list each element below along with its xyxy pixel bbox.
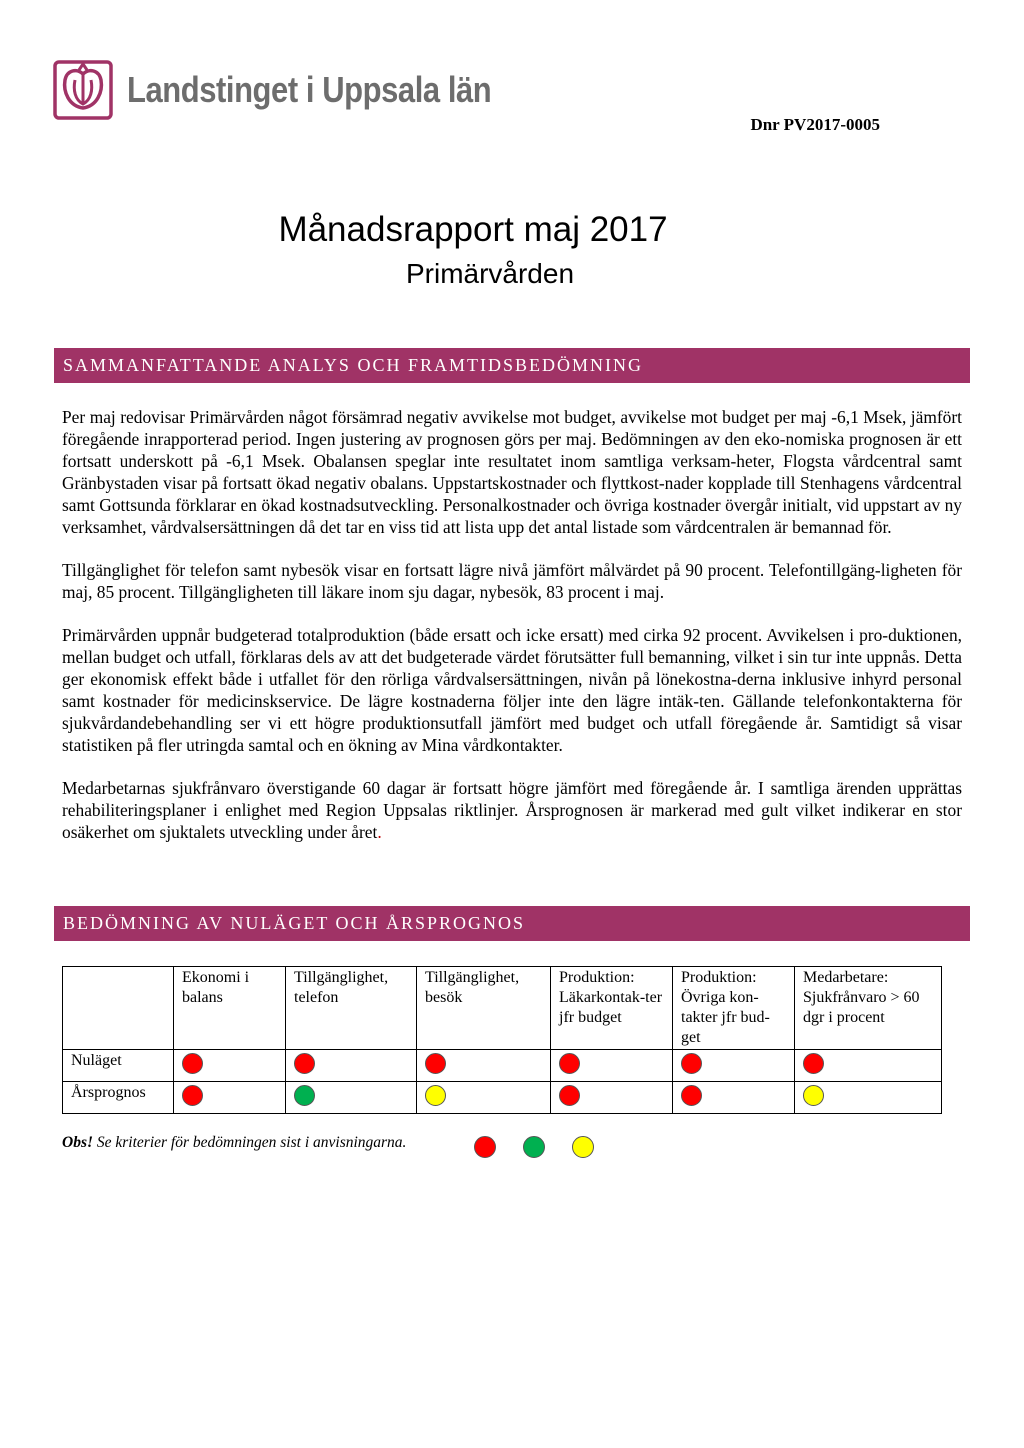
paragraph-production: Primärvården uppnår budgeterad totalproduktion (både ersatt och icke ersatt) med cirka 92 procent. Avvikelsen i pro-duktionen, mellan budget och utfall, förklaras dels av att det budgeterade värdet förutsätter full bemanning, vilket i sin tur inte uppnås. Detta ger ekonomisk effekt både i utfallet för den rörliga vårdvalsersättningen, nivån på lönekostna-derna inklusive inhyrd personal samt kostnader för medicinskservice. De lägre kostnaderna följer inte den lägre intäk-ten. Gällande telefonkontakterna för sjukvårdandebehandling ser vi ett högre produktionsutfall jämfört med budget och utfall föregående år. Samtidigt så visar statistiken på fler utringda samtal och en ökning av Mina vårdkontakter. — [62, 625, 962, 755]
status-dot-icon — [425, 1085, 446, 1106]
status-cell — [417, 1082, 551, 1114]
status-cell — [551, 1050, 673, 1082]
status-dot-icon — [425, 1053, 446, 1074]
document-title: Månadsrapport maj 2017 — [278, 210, 668, 249]
column-header-visit-access: Tillgänglighet, besök — [417, 967, 551, 1050]
legend-dot-icon — [474, 1136, 496, 1158]
row-label: Nuläget — [63, 1050, 174, 1082]
status-cell — [286, 1082, 417, 1114]
status-dot-icon — [294, 1085, 315, 1106]
section-heading-assessment: BEDÖMNING AV NULÄGET OCH ÅRSPROGNOS — [54, 906, 970, 941]
status-legend — [474, 1134, 621, 1163]
document-reference-number: Dnr PV2017-0005 — [750, 115, 880, 134]
criteria-note-text: Se kriterier för bedömningen sist i anvisningarna. — [96, 1134, 407, 1151]
row-label: Årsprognos — [63, 1082, 174, 1114]
landstinget-logo-icon — [53, 60, 113, 120]
analysis-body — [62, 406, 962, 864]
table-row-arsprognos — [63, 1082, 942, 1114]
status-dot-icon — [559, 1085, 580, 1106]
paragraph-sick-leave — [62, 777, 962, 843]
column-header-doctor-production: Produktion: Läkarkontak-ter jfr budget — [551, 967, 673, 1050]
status-dot-icon — [294, 1053, 315, 1074]
paragraph-sick-leave-text: Medarbetarnas sjukfrånvaro överstigande 60 dagar är fortsatt högre jämfört med föregående år. I samtliga ärenden upprättas rehabiliteringsplaner i enlighet med Region Uppsalas riktlinjer. Årsprognosen är markerad med gult vilket indikerar en stor osäkerhet om sjuktalets utveckling under året — [62, 778, 962, 842]
column-header-economy: Ekonomi i balans — [174, 967, 286, 1050]
legend-dot-icon — [523, 1136, 545, 1158]
status-dot-icon — [803, 1053, 824, 1074]
legend-dot-icon — [572, 1136, 594, 1158]
status-dot-icon — [681, 1053, 702, 1074]
status-cell — [174, 1050, 286, 1082]
criteria-note — [62, 1134, 406, 1152]
status-dot-icon — [681, 1085, 702, 1106]
assessment-table — [62, 966, 942, 1114]
section-heading-analysis: SAMMANFATTANDE ANALYS OCH FRAMTIDSBEDÖMNING — [54, 348, 970, 383]
status-cell — [673, 1050, 795, 1082]
status-cell — [551, 1082, 673, 1114]
status-dot-icon — [182, 1053, 203, 1074]
status-cell — [673, 1082, 795, 1114]
organization-logo — [53, 60, 492, 122]
status-cell — [286, 1050, 417, 1082]
status-cell — [417, 1050, 551, 1082]
paragraph-economy: Per maj redovisar Primärvården något försämrad negativ avvikelse mot budget, avvikelse mot budget per maj -6,1 Msek, jämfört föregående inrapporterad period. Ingen justering av prognosen görs per maj. Bedömningen av den eko-nomiska prognosen är ett fortsatt underskott på -6,1 Msek. Obalansen speglar inte resultatet inom samtliga verksam-heter, Flogsta vårdcentral samt Gränbystaden visar på fortsatt ökad negativ obalans. Uppstartskostnader och flyttkost-nader kopplade till Stenhagens vårdcentral samt Gottsunda förklarar en ökad kostnadsutveckling. Personalkostnader och övriga kostnader övergår initialt, vid uppstart av ny verksamhet, vårdvalsersättningen då det tar en viss tid att lista upp det antal listade som vårdcentralen är bemannad för. — [62, 407, 962, 537]
column-header-phone-access: Tillgänglighet, telefon — [286, 967, 417, 1050]
table-row-nulaget — [63, 1050, 942, 1082]
status-cell — [795, 1050, 942, 1082]
document-subtitle: Primärvården — [405, 258, 575, 289]
status-dot-icon — [559, 1053, 580, 1074]
status-dot-icon — [803, 1085, 824, 1106]
table-header-row — [63, 967, 942, 1050]
column-header-sick-leave: Medarbetare: Sjukfrånvaro > 60 dgr i procent — [795, 967, 942, 1050]
trailing-period: . — [377, 822, 382, 842]
organization-name: Landstinget i Uppsala län — [127, 69, 492, 110]
criteria-note-label: Obs! — [62, 1134, 94, 1151]
table-corner-cell — [63, 967, 174, 1050]
column-header-other-production: Produktion: Övriga kon-takter jfr bud-get — [673, 967, 795, 1050]
status-dot-icon — [182, 1085, 203, 1106]
paragraph-accessibility: Tillgänglighet för telefon samt nybesök visar en fortsatt lägre nivå jämfört målvärdet på 90 procent. Telefontillgäng-ligheten för maj, 85 procent. Tillgängligheten till läkare inom sju dagar, nybesök, 83 procent i maj. — [62, 560, 962, 602]
status-cell — [174, 1082, 286, 1114]
status-cell — [795, 1082, 942, 1114]
